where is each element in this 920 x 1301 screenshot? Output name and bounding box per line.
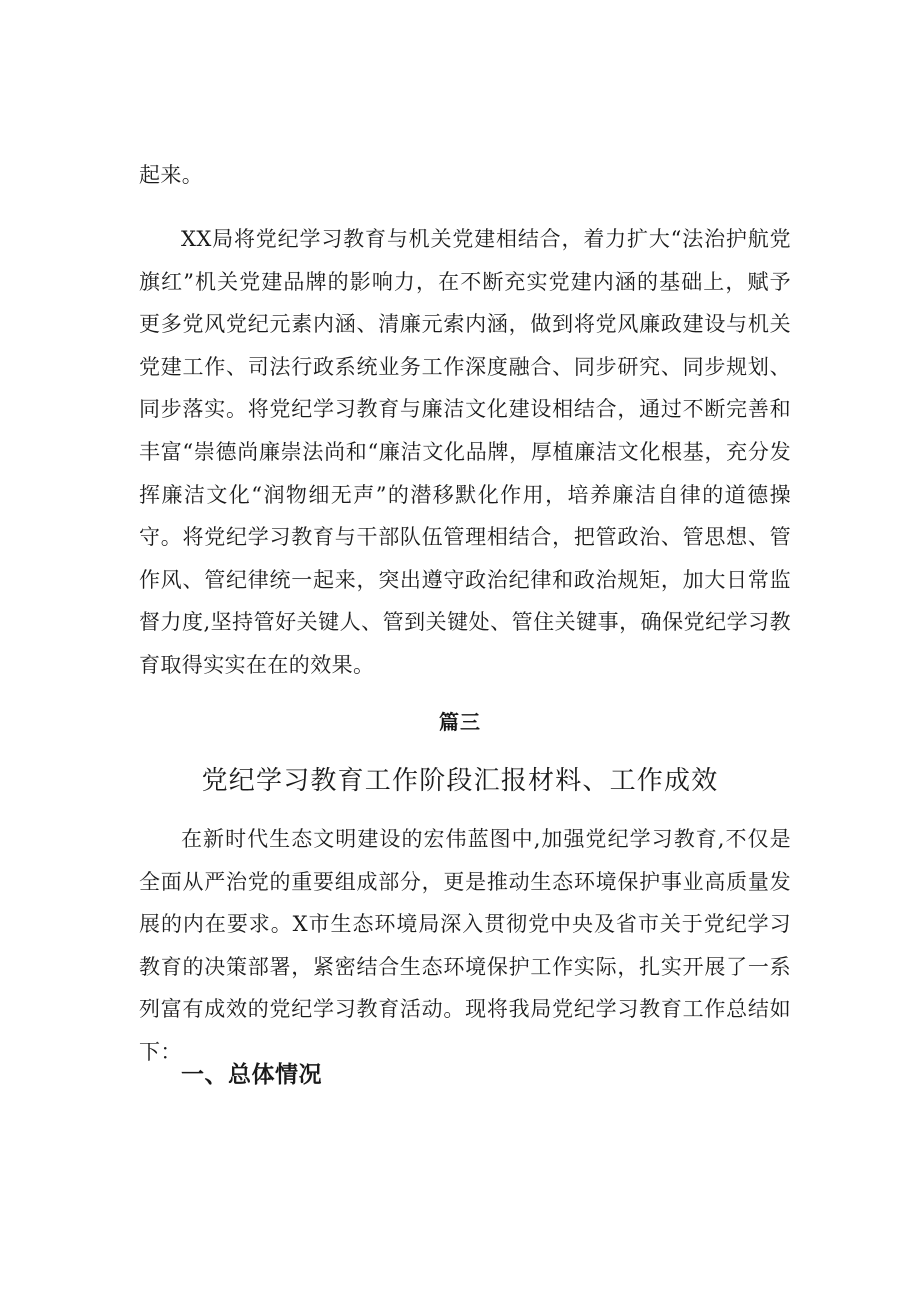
continuation-text: 起来。: [139, 163, 204, 187]
body-paragraph-party-building: XX局将党纪学习教育与机关党建相结合，着力扩大“法治护航党旗红”机关党建品牌的影响力，在不断充实党建内涵的基础上，赋予更多党风党纪元素内涵、清廉元索内涵，做到将党风廉政建设与机关党建工作、司法行政系统业务工作深度融合、同步研究、同步规划、同步落实。将党纪学习教育与廉洁文化建设相结合，通过不断完善和丰富“崇德尚廉崇法尚和“廉洁文化品牌，厚植廉洁文化根基，充分发挥廉洁文化“润物细无声”的潜移默化作用，培养廉洁自律的道德操守。将党纪学习教育与干部队伍管理相结合，把管政治、管思想、管作风、管纪律统一起来，突出遵守政治纪律和政治规矩，加大日常监督力度,坚持管好关键人、管到关键处、管住关键事，确保党纪学习教育取得实实在在的效果。: [139, 227, 791, 677]
section-heading-overview: 一、总体情况: [181, 1062, 322, 1088]
document-title: 党纪学习教育工作阶段汇报材料、工作成效: [201, 766, 719, 796]
body-paragraph-intro: 在新时代生态文明建设的宏伟蓝图中,加强党纪学习教育,不仅是全面从严治党的重要组成部分，更是推动生态环境保护事业高质量发展的内在要求。X市生态环境局深入贯彻党中央及省市关于党纪学习教育的决策部署，紧密结合生态环境保护工作实际，扎实开展了一系列富有成效的党纪学习教育活动。现将我局党纪学习教育工作总结如下：: [139, 827, 791, 1064]
section-label: 篇三: [439, 710, 481, 734]
